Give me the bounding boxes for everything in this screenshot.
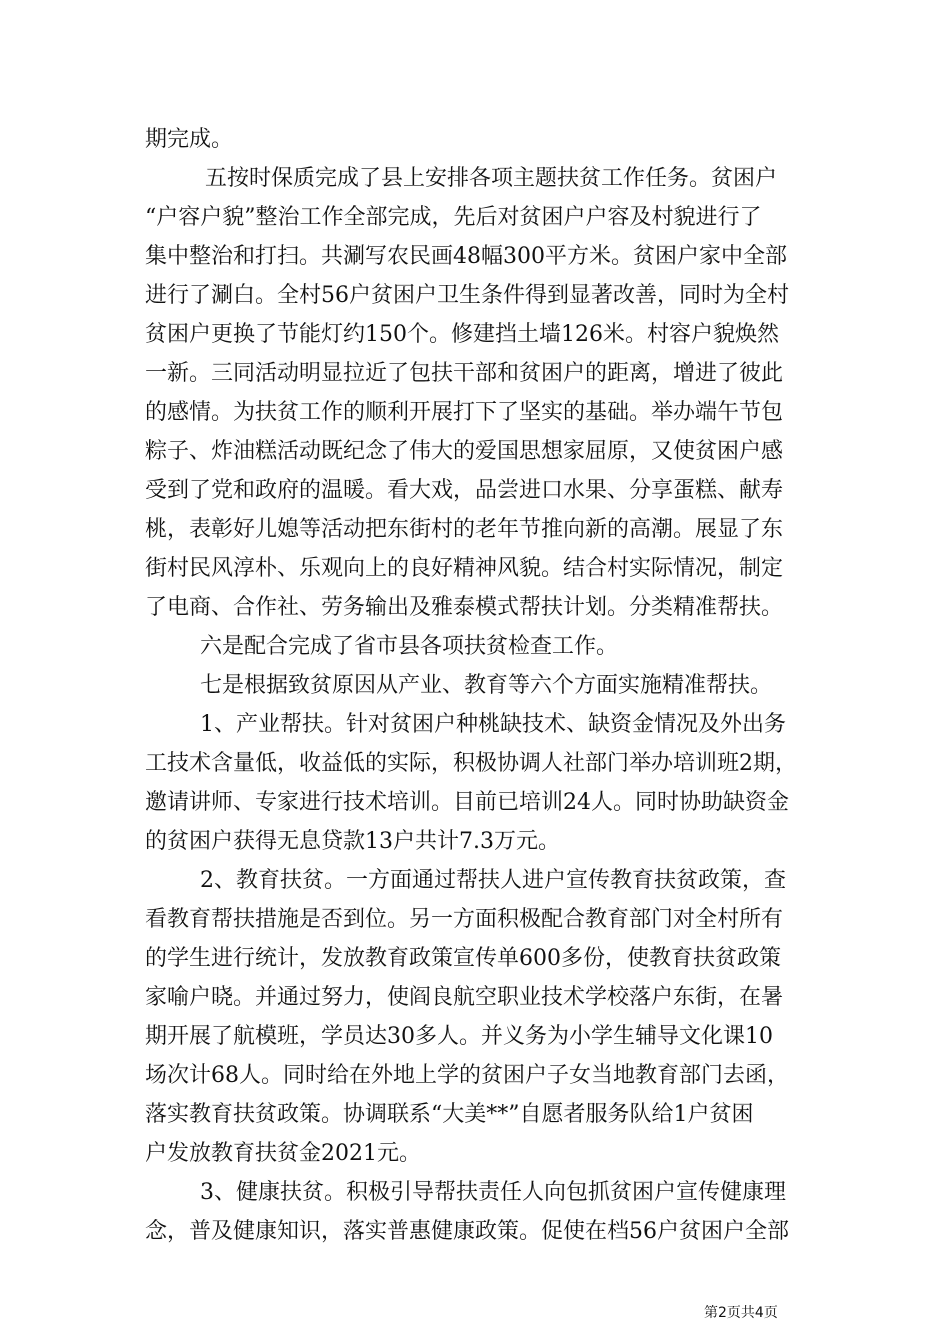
- text-line: “户容户貌”整治工作全部完成，先后对贫困户户容及村貌进行了: [145, 205, 762, 230]
- text-line: 桃，表彰好儿媳等活动把东街村的老年节推向新的高潮。展显了东: [145, 517, 784, 542]
- text-line: 1、产业帮扶。针对贫困户种桃缺技术、缺资金情况及外出务: [200, 712, 786, 737]
- text-line: 邀请讲师、专家进行技术培训。目前已培训24人。同时协助缺资金: [145, 790, 789, 815]
- page-number-footer: 第2页共4页: [704, 1305, 778, 1321]
- text-line: 贫困户更换了节能灯约150个。修建挡土墙126米。村容户貌焕然: [145, 322, 779, 347]
- text-line: 进行了涮白。全村56户贫困户卫生条件得到显著改善，同时为全村: [145, 283, 789, 308]
- text-line: 工技术含量低，收益低的实际，积极协调人社部门举办培训班2期，: [145, 751, 797, 776]
- text-line: 六是配合完成了省市县各项扶贫检查工作。: [200, 634, 619, 659]
- text-line: 一新。三同活动明显拉近了包扶干部和贫困户的距离，增进了彼此: [145, 361, 784, 386]
- text-line: 了电商、合作社、劳务输出及雅泰模式帮扶计划。分类精准帮扶。: [145, 595, 784, 620]
- text-line: 五按时保质完成了县上安排各项主题扶贫工作任务。贫困户: [205, 166, 778, 191]
- text-line: 粽子、炸油糕活动既纪念了伟大的爱国思想家屈原，又使贫困户感: [145, 439, 784, 464]
- text-line: 户发放教育扶贫金2021元。: [145, 1141, 421, 1166]
- text-line: 受到了党和政府的温暖。看大戏，品尝进口水果、分享蛋糕、献寿: [145, 478, 784, 503]
- text-line: 3、健康扶贫。积极引导帮扶责任人向包抓贫困户宣传健康理: [200, 1180, 786, 1205]
- text-line: 场次计68人。同时给在外地上学的贫困户子女当地教育部门去函，: [145, 1063, 789, 1088]
- text-line: 七是根据致贫原因从产业、教育等六个方面实施精准帮扶。: [200, 673, 773, 698]
- text-line: 家喻户晓。并通过努力，使阎良航空职业技术学校落户东街，在暑: [145, 985, 784, 1010]
- text-line: 的感情。为扶贫工作的顺利开展打下了坚实的基础。举办端午节包: [145, 400, 784, 425]
- text-line: 的贫困户获得无息贷款13户共计7.3万元。: [145, 829, 560, 854]
- text-line: 集中整治和打扫。共涮写农民画48幅300平方米。贫困户家中全部: [145, 244, 787, 269]
- text-line: 街村民风淳朴、乐观向上的良好精神风貌。结合村实际情况，制定: [145, 556, 784, 581]
- text-line: 落实教育扶贫政策。协调联系“大美**”自愿者服务队给1户贫困: [145, 1102, 754, 1127]
- text-line: 期完成。: [145, 127, 234, 152]
- text-line: 2、教育扶贫。一方面通过帮扶人进户宣传教育扶贫政策，查: [200, 868, 786, 893]
- text-line: 念，普及健康知识，落实普惠健康政策。促使在档56户贫困户全部: [145, 1219, 789, 1244]
- text-line: 看教育帮扶措施是否到位。另一方面积极配合教育部门对全村所有: [145, 907, 784, 932]
- text-line: 期开展了航模班，学员达30多人。并义务为小学生辅导文化课10: [145, 1024, 773, 1049]
- text-line: 的学生进行统计，发放教育政策宣传单600多份，使教育扶贫政策: [145, 946, 781, 971]
